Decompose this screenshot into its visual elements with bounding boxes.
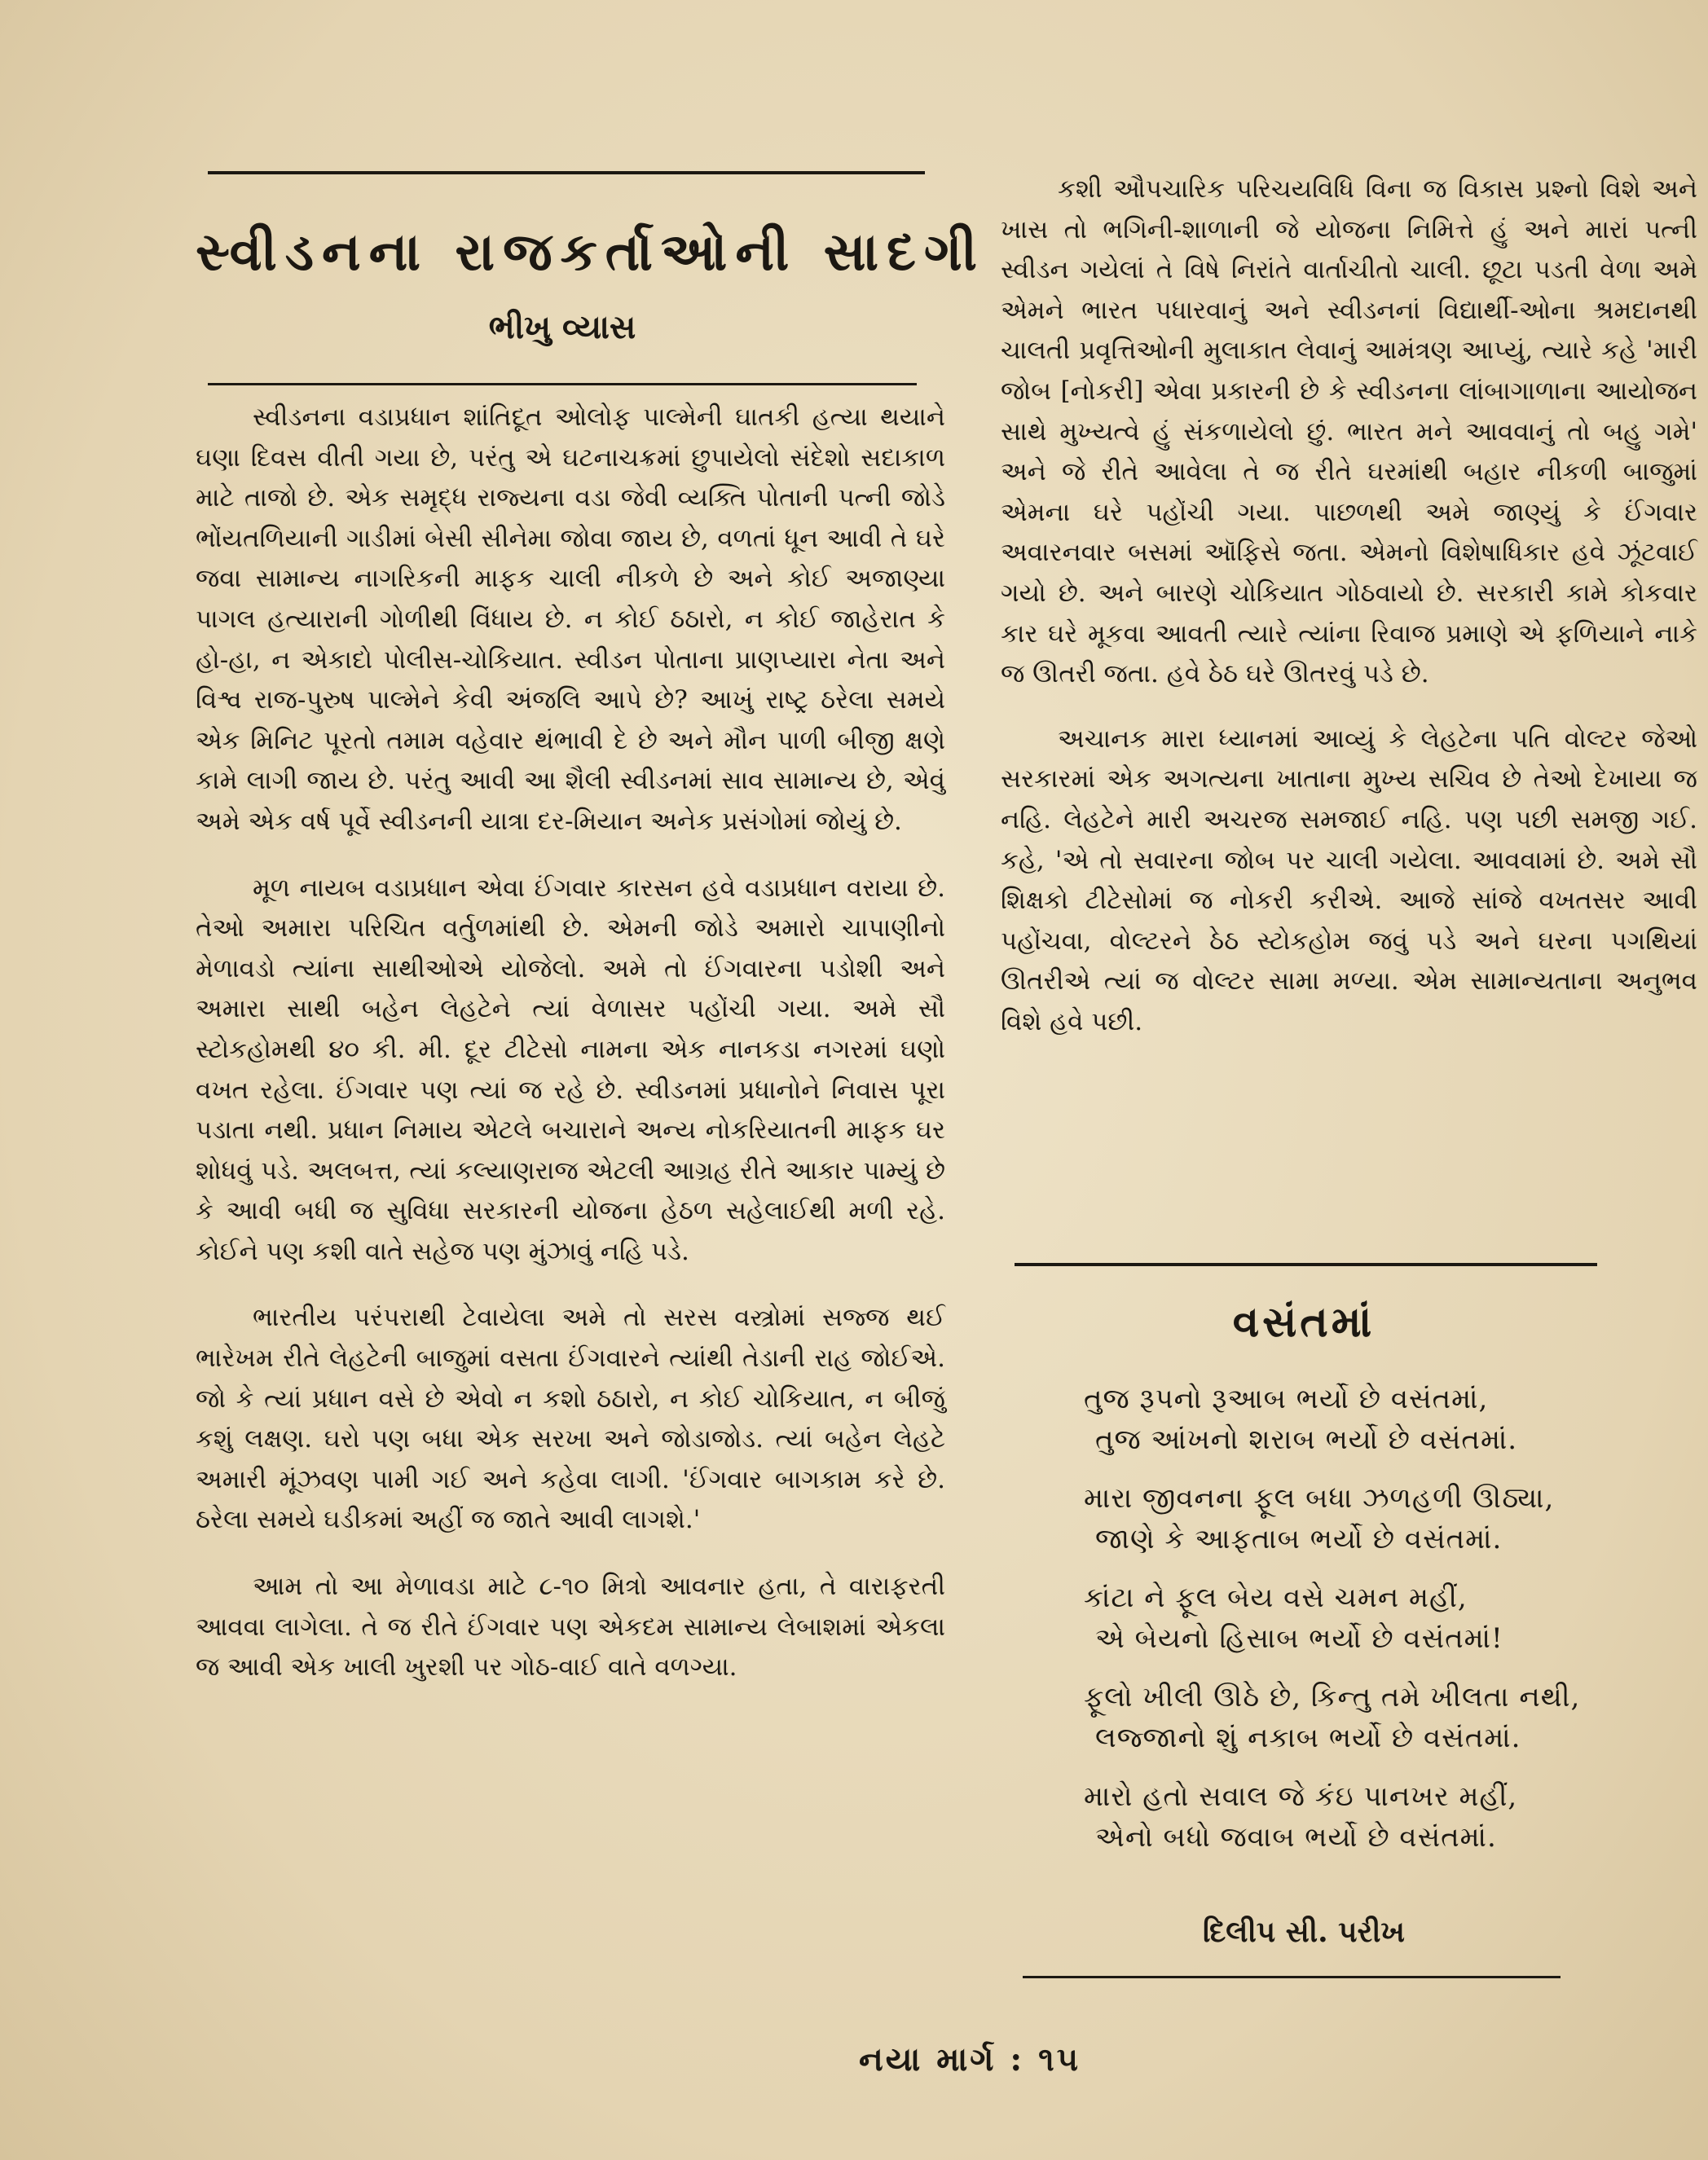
poem-line: જાણે કે આફતાબ ભર્યો છે વસંતમાં.: [1095, 1523, 1503, 1555]
article-paragraph: અચાનક મારા ધ્યાનમાં આવ્યું કે લેહટેના પતિ વોલ્ટર જેઓ સરકારમાં એક અગત્યના ખાતાના મુખ્ય સચિવ છે તેઓ દેખાયા જ નહિ. લેહટેને મારી અચરજ સમજાઈ નહિ. પણ પછી સમજી ગઈ. કહે, 'એ તો સવારના જોબ પર ચાલી ગયેલા. આવવામાં છે. અમે સૌ શિક્ષકો ટીટેસોમાં જ નોકરી કરીએ. આજે સાંજે વખતસર આવી પહોંચવા, વોલ્ટરને ઠેઠ સ્ટોકહોમ જવું પડે અને ઘરના પગથિયાં ઊતરીએ ત્યાં જ વોલ્ટર સામા મળ્યા. એમ સામાન્યતાના અનુભવ વિશે હવે પછી.: [1001, 724, 1697, 1036]
article-paragraph: મૂળ નાયબ વડાપ્રધાન એવા ઈંગવાર કારસન હવે વડાપ્રધાન વરાયા છે. તેઓ અમારા પરિચિત વર્તુળમાંથી છે. એમની જોડે અમારો ચાપાણીનો મેળાવડો ત્યાંના સાથીઓએ યોજેલો. અમે તો ઈંગવારના પડોશી અને અમારા સાથી બહેન લેહટેને ત્યાં વેળાસર પહોંચી ગયા. અમે સૌ સ્ટોકહોમથી ૪૦ કી. મી. દૂર ટીટેસો નામના એક નાનકડા નગરમાં ઘણો વખત રહેલા. ઈંગવાર પણ ત્યાં જ રહે છે. સ્વીડનમાં પ્રધાનોને નિવાસ પૂરા પડાતા નથી. પ્રધાન નિમાય એટલે બચારાને અન્ય નોકરિયાતની માફક ઘર શોધવું પડે. અલબત્ત, ત્યાં કલ્યાણરાજ એટલી આગ્રહ રીતે આકાર પામ્યું છે કે આવી બધી જ સુવિધા સરકારની યોજના હેઠળ સહેલાઈથી મળી રહે. કોઈને પણ કશી વાતે સહેજ પણ મુંઝાવું નહિ પડે.: [196, 873, 945, 1266]
article-paragraph: આમ તો આ મેળાવડા માટે ૮-૧૦ મિત્રો આવનાર હતા, તે વારાફરતી આવવા લાગેલા. તે જ રીતે ઈંગવાર પણ એકદમ સામાન્ય લેબાશમાં એકલા જ આવી એક ખાલી ખુરશી પર ગોઠ-વાઈ વાતે વળગ્યા.: [196, 1572, 945, 1683]
poem-title: વસંતમાં: [1232, 1297, 1376, 1347]
poem-author: દિલીપ સી. પરીખ: [1202, 1915, 1406, 1949]
right-column: [1001, 169, 1697, 1042]
poem-bottom-rule: [1023, 1976, 1561, 1978]
poem-line: કાંટા ને ફૂલ બેય વસે ચમન મહીં,: [1084, 1582, 1468, 1614]
page-footer: નયા માર્ગ : ૧૫: [858, 2040, 1081, 2079]
article-title: સ્વીડનના રાજકર્તાઓની સાદગી: [196, 222, 985, 283]
title-top-rule: [208, 171, 925, 174]
poem-line: એનો બધો જવાબ ભર્યો છે વસંતમાં.: [1095, 1821, 1497, 1854]
left-column: [196, 398, 945, 1688]
article-paragraph: સ્વીડનના વડાપ્રધાન શાંતિદૂત ઓલોફ પાલ્મેની ઘાતકી હત્યા થયાને ઘણા દિવસ વીતી ગયા છે, પરંતુ એ ઘટનાચક્રમાં છુપાયેલો સંદેશો સદાકાળ માટે તાજો છે. એક સમૃદ્ધ રાજ્યના વડા જેવી વ્યક્તિ પોતાની પત્ની જોડે ભોંયતળિયાની ગાડીમાં બેસી સીનેમા જોવા જાય છે, વળતાં ધૂન આવી તે ઘરે જવા સામાન્ય નાગરિકની માફક ચાલી નીકળે છે અને કોઈ અજાણ્યા પાગલ હત્યારાની ગોળીથી વિંધાય છે. ન કોઈ ઠઠારો, ન કોઈ જાહેરાત કે હો-હા, ન એકાદો પોલીસ-ચોકિયાત. સ્વીડન પોતાના પ્રાણપ્યારા નેતા અને વિશ્વ રાજ-પુરુષ પાલ્મેને કેવી અંજલિ આપે છે? આખું રાષ્ટ્ર ઠરેલા સમયે એક મિનિટ પૂરતો તમામ વહેવાર થંભાવી દે છે અને મૌન પાળી બીજી ક્ષણે કામે લાગી જાય છે. પરંતુ આવી આ શૈલી સ્વીડનમાં સાવ સામાન્ય છે, એવું અમે એક વર્ષ પૂર્વે સ્વીડનની યાત્રા દર-મિયાન અનેક પ્રસંગોમાં જોયું છે.: [196, 403, 945, 836]
poem-stanza: [1084, 1577, 1654, 1659]
article-paragraph: ભારતીય પરંપરાથી ટેવાયેલા અમે તો સરસ વસ્ત્રોમાં સજ્જ થઈ ભારેખમ રીતે લેહટેની બાજુમાં વસતા ઈંગવારને ત્યાંથી તેડાની રાહ જોઈએ. જો કે ત્યાં પ્રધાન વસે છે એવો ન કશો ઠઠારો, ન કોઈ ચોકિયાત, ન બીજું કશું લક્ષણ. ઘરો પણ બધા એક સરખા અને જોડાજોડ. ત્યાં બહેન લેહટે અમારી મૂંઝવણ પામી ગઈ અને કહેવા લાગી. 'ઈંગવાર બાગકામ કરે છે. ઠરેલા સમયે ઘડીકમાં અહીં જ જાતે આવી લાગશે.': [196, 1303, 945, 1535]
article-author: ભીખુ વ્યાસ: [488, 308, 636, 346]
article-paragraph: કશી ઔપચારિક પરિચયવિધિ વિના જ વિકાસ પ્રશ્નો વિશે અને ખાસ તો ભગિની-શાળાની જે યોજના નિમિત્તે હું અને મારાં પત્ની સ્વીડન ગયેલાં તે વિષે નિરાંતે વાર્તાચીતો ચાલી. છૂટા પડતી વેળા અમે એમને ભારત પધારવાનું અને સ્વીડનનાં વિદ્યાર્થી-ઓના શ્રમદાનથી ચાલતી પ્રવૃત્તિઓની મુલાકાત લેવાનું આમંત્રણ આપ્યું, ત્યારે કહે 'મારી જોબ [નોકરી] એવા પ્રકારની છે કે સ્વીડનના લાંબાગાળાના આયોજન સાથે મુખ્યત્વે હું સંકળાયેલો છું. ભારત મને આવવાનું તો બહુ ગમે' અને જે રીતે આવેલા તે જ રીતે ઘરમાંથી બહાર નીકળી બાજુમાં એમના ઘરે પહોંચી ગયા. પાછળથી અમે જાણ્યું કે ઈંગવાર અવારનવાર બસમાં ઑફિસે જતા. એમનો વિશેષાધિકાર હવે ઝૂંટવાઈ ગયો છે. અને બારણે ચોકિયાત ગોઠવાયો છે. સરકારી કામે કોકવાર કાર ઘરે મૂકવા આવતી ત્યારે ત્યાંના રિવાજ પ્રમાણે એ ફળિયાને નાકે જ ઊતરી જતા. હવે ઠેઠ ઘરે ઊતરવું પડે છે.: [1001, 174, 1697, 689]
poem-line: તુજ રૂપનો રૂઆબ ભર્યો છે વસંતમાં,: [1084, 1383, 1489, 1415]
poem-line: ફૂલો ખીલી ઊઠે છે, કિન્તુ તમે ખીલતા નથી,: [1084, 1681, 1581, 1713]
poem-line: લજ્જાનો શું નકાબ ભર્યો છે વસંતમાં.: [1095, 1722, 1521, 1754]
poem-stanza: [1084, 1379, 1654, 1460]
poem-line: એ બેયનો હિસાબ ભર્યો છે વસંતમાં!: [1095, 1622, 1503, 1655]
poem-line: મારા જીવનના ફૂલ બધા ઝળહળી ઊઠ્યા,: [1084, 1482, 1555, 1515]
poem-body: [1084, 1379, 1654, 1858]
title-bottom-rule: [208, 383, 917, 385]
poem-top-rule: [1015, 1263, 1597, 1266]
poem-line: મારો હતો સવાલ જે કંઇ પાનખર મહીં,: [1084, 1780, 1518, 1813]
poem-stanza: [1084, 1478, 1654, 1560]
poem-stanza: [1084, 1776, 1654, 1858]
poem-stanza: [1084, 1677, 1654, 1758]
poem-line: તુજ આંખનો શરાબ ભર્યો છે વસંતમાં.: [1095, 1423, 1518, 1456]
